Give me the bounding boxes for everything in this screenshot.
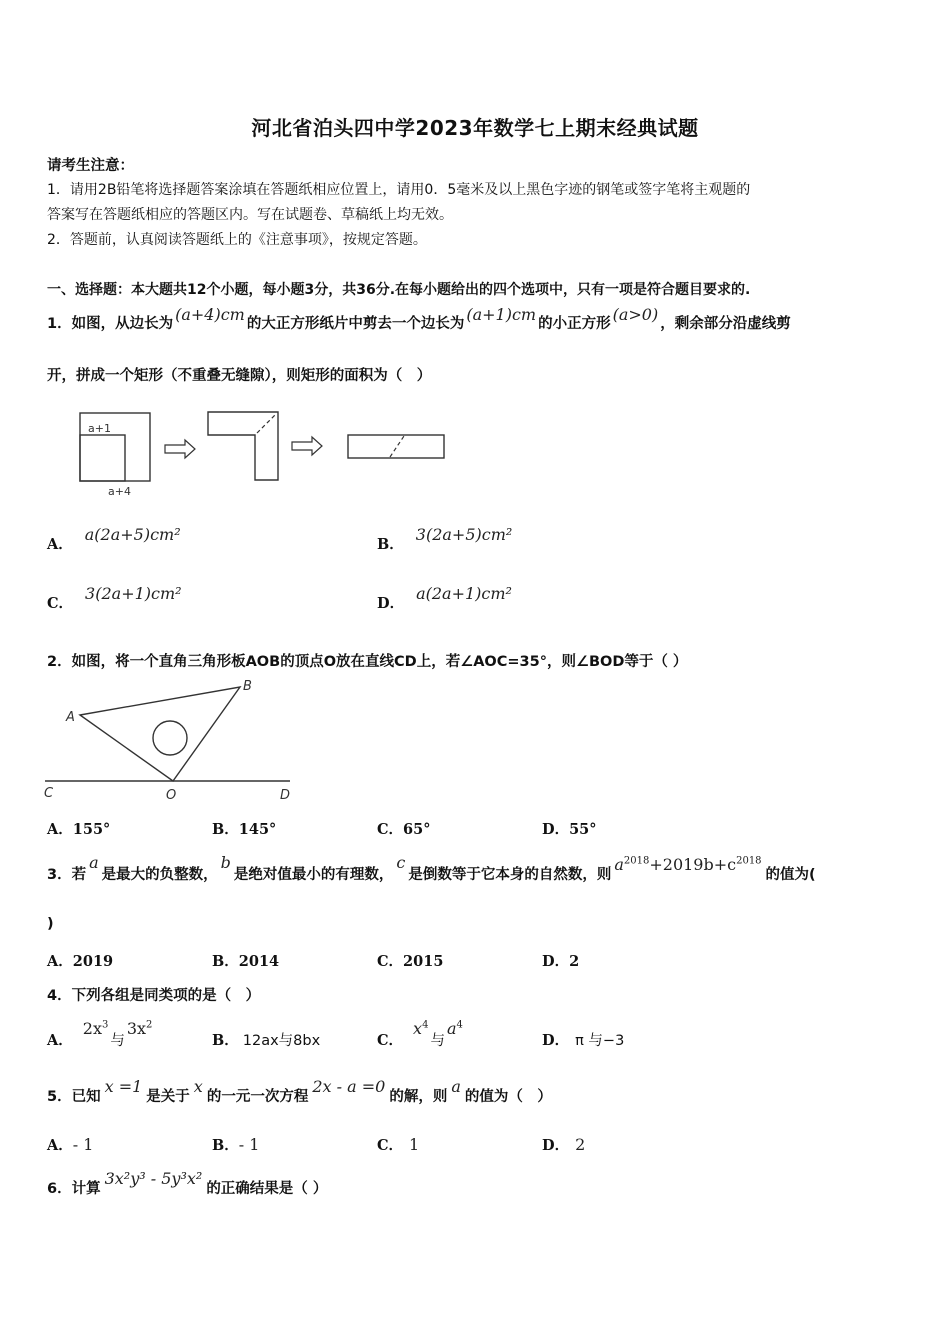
q3-var-b: b (220, 853, 231, 872)
q3-option-c-value: 2015 (403, 953, 444, 970)
q3-option-c[interactable] (377, 950, 443, 971)
q4-option-d-letter: D． (542, 1032, 570, 1049)
q5-option-d-letter: D． (542, 1137, 570, 1154)
q4-a-term-1-exp: 3 (101, 1019, 109, 1031)
notice-line-3: 2．答题前，认真阅读答题纸上的《注意事项》，按规定答题。 (47, 232, 427, 248)
label-b: B (243, 679, 252, 694)
q4-option-c-term-2 (447, 1019, 463, 1038)
q2-option-a-value: 155° (72, 821, 111, 838)
label-c: C (44, 786, 54, 801)
q5-text-3: 的一元一次方程 (206, 1089, 309, 1105)
page-title: 河北省泊头四中学2023年数学七上期末经典试题 (251, 116, 699, 140)
q1-option-b[interactable] (377, 525, 513, 554)
q5-text-2: 是关于 (146, 1089, 190, 1105)
q5-option-a-value: - 1 (72, 1135, 94, 1154)
q1-option-d-letter: D． (377, 595, 405, 612)
q5-text-1: 5．已知 (47, 1089, 101, 1105)
q5-option-a-letter: A． (47, 1137, 73, 1154)
q5-math-2: x (193, 1077, 203, 1096)
q5-option-c[interactable] (377, 1134, 419, 1155)
q3-option-a-value: 2019 (72, 953, 114, 970)
question-3-line-2: ) (47, 916, 54, 932)
q3-expression (614, 855, 761, 874)
q4-option-a-term-1 (83, 1019, 109, 1038)
q4-option-c[interactable] (377, 1018, 463, 1050)
q1-text-4: ，剩余部分沿虚线剪 (660, 316, 791, 332)
q1-option-c-expr: 3(2a+1)cm² (85, 584, 182, 603)
q3-option-d[interactable] (542, 950, 579, 971)
q3-option-b-value: 2014 (238, 953, 280, 970)
q6-text-1: 6．计算 (47, 1181, 101, 1197)
label-a-plus-1: a+1 (88, 422, 111, 435)
q4-option-a-letter: A． (47, 1032, 73, 1049)
q4-option-d-text: π 与−3 (575, 1033, 625, 1049)
q2-option-c[interactable] (377, 818, 430, 839)
q3-expr-exp-2: 2018 (736, 855, 762, 867)
q1-text-3: 的小正方形 (538, 316, 611, 332)
section-heading: 一、选择题：本大题共12个小题，每小题3分，共36分.在每小题给出的四个选项中，只有一项是符合题目要求的. (47, 282, 751, 298)
q1-option-b-letter: B． (377, 536, 404, 553)
q4-option-c-with: 与 (430, 1033, 445, 1049)
q3-option-a[interactable] (47, 950, 113, 971)
q2-figure (40, 675, 300, 805)
q3-option-b[interactable] (212, 950, 279, 971)
q2-option-d[interactable] (542, 818, 597, 839)
q3-option-a-letter: A． (47, 953, 73, 970)
notice-line-2: 答案写在答题纸相应的答题区内。写在试题卷、草稿纸上均无效。 (47, 207, 453, 223)
q5-option-b-value: - 1 (238, 1135, 260, 1154)
q1-math-1: (a+4)cm (175, 305, 245, 324)
q4-c-term-1-base: x (413, 1019, 423, 1038)
q3-option-c-letter: C． (377, 953, 404, 970)
triangle-aob (80, 687, 240, 781)
q3-expr-a: a (614, 855, 624, 874)
label-d: D (280, 788, 291, 803)
question-3-stem (47, 852, 816, 884)
q2-option-b[interactable] (212, 818, 276, 839)
q2-option-c-letter: C． (377, 821, 404, 838)
label-o: O (166, 788, 177, 803)
q3-var-c: c (396, 853, 406, 872)
q3-expr-mid: +2019b+c (649, 855, 737, 874)
question-6-stem (47, 1166, 327, 1198)
q4-option-b[interactable] (212, 1029, 320, 1050)
q3-text-3: 是绝对值最小的有理数， (233, 867, 394, 883)
q4-option-a-term-2 (127, 1019, 153, 1038)
q2-option-b-letter: B． (212, 821, 239, 838)
q1-text-2: 的大正方形纸片中剪去一个边长为 (246, 316, 465, 332)
q2-option-c-value: 65° (403, 821, 431, 838)
label-a: A (66, 710, 75, 725)
question-2-stem: 2．如图，将一个直角三角形板AOB的顶点O放在直线CD上，若∠AOC=35°，则∠BOD等于（ ） (47, 654, 688, 670)
q3-text-2: 是最大的负整数， (101, 867, 218, 883)
cut-line-1 (257, 414, 276, 433)
notice-heading: 请考生注意： (47, 158, 134, 174)
q5-option-a[interactable] (47, 1134, 93, 1155)
q4-option-a-with: 与 (110, 1033, 125, 1049)
q2-option-d-letter: D． (542, 821, 570, 838)
question-1-line-2: 开，拼成一个矩形（不重叠无缝隙），则矩形的面积为（ ） (47, 368, 432, 384)
q1-figure (70, 400, 460, 500)
q1-option-b-expr: 3(2a+5)cm² (415, 525, 513, 544)
q1-math-2: (a+1)cm (466, 305, 537, 324)
q4-c-term-2-base: a (446, 1019, 457, 1038)
q4-a-term-2-exp: 2 (146, 1019, 153, 1031)
q3-option-d-letter: D． (542, 953, 570, 970)
q1-option-d-expr: a(2a+1)cm² (416, 584, 512, 603)
q5-text-4: 的解，则 (389, 1089, 448, 1105)
q5-option-b[interactable] (212, 1134, 259, 1155)
q4-a-term-1-base: 2x (82, 1019, 102, 1038)
q1-option-c-letter: C． (47, 595, 74, 612)
q1-option-a-expr: a(2a+5)cm² (84, 525, 181, 544)
label-a-plus-4: a+4 (108, 485, 131, 498)
q3-text-1: 3．若 (47, 867, 87, 883)
arrow-2-icon (292, 437, 322, 455)
q5-math-1: x =1 (104, 1077, 143, 1096)
q4-option-b-letter: B． (212, 1032, 239, 1049)
q5-option-c-value: 1 (409, 1135, 420, 1154)
q2-option-d-value: 55° (569, 821, 597, 838)
q4-option-b-text: 12ax与8bx (242, 1033, 321, 1049)
question-4-stem: 4．下列各组是同类项的是（ ） (47, 988, 261, 1004)
q4-a-term-2-base: 3x (126, 1019, 147, 1038)
q2-option-a-letter: A． (47, 821, 73, 838)
q2-option-b-value: 145° (238, 821, 277, 838)
rectangle (348, 435, 444, 458)
q5-option-b-letter: B． (212, 1137, 239, 1154)
triangle-hole (153, 721, 187, 755)
q3-expr-exp-1: 2018 (623, 855, 650, 867)
q1-option-a-letter: A． (47, 536, 73, 553)
q4-option-c-letter: C． (377, 1032, 404, 1049)
q5-option-d[interactable] (542, 1134, 585, 1155)
q3-option-b-letter: B． (212, 953, 239, 970)
notice-line-1: 1．请用2B铅笔将选择题答案涂填在答题纸相应位置上，请用0．5毫米及以上黑色字迹的钢笔或签字笔将主观题的 (47, 182, 751, 198)
q5-math-4: a (451, 1077, 461, 1096)
q4-option-d[interactable] (542, 1029, 624, 1050)
q4-c-term-2-exp: 4 (456, 1019, 463, 1031)
q5-math-3: 2x - a =0 (312, 1077, 386, 1096)
q6-expression: 3x²y³ - 5y³x² (104, 1169, 203, 1188)
q3-var-a: a (89, 853, 99, 872)
cut-line-2 (390, 436, 404, 457)
q3-option-d-value: 2 (569, 953, 580, 970)
small-square (80, 435, 125, 481)
arrow-1-icon (165, 440, 195, 458)
question-5-stem (47, 1074, 552, 1106)
q4-option-a[interactable] (47, 1018, 152, 1050)
q3-text-5: 的值为( (765, 867, 816, 883)
q3-text-4: 是倒数等于它本身的自然数，则 (408, 867, 612, 883)
q5-text-5: 的值为（ ） (464, 1089, 552, 1105)
question-1-stem (47, 300, 791, 334)
q5-option-d-value: 2 (575, 1135, 586, 1154)
q1-text-1: 1．如图，从边长为 (47, 316, 174, 332)
q1-math-3: (a>0) (612, 305, 659, 324)
q4-c-term-1-exp: 4 (422, 1019, 429, 1031)
q5-option-c-letter: C． (377, 1137, 404, 1154)
q1-option-c[interactable] (47, 584, 182, 613)
q2-option-a[interactable] (47, 818, 110, 839)
q4-option-c-term-1 (413, 1019, 428, 1038)
q6-text-2: 的正确结果是（ ） (206, 1181, 328, 1197)
q1-option-a[interactable] (47, 525, 181, 554)
q1-option-d[interactable] (377, 584, 512, 613)
